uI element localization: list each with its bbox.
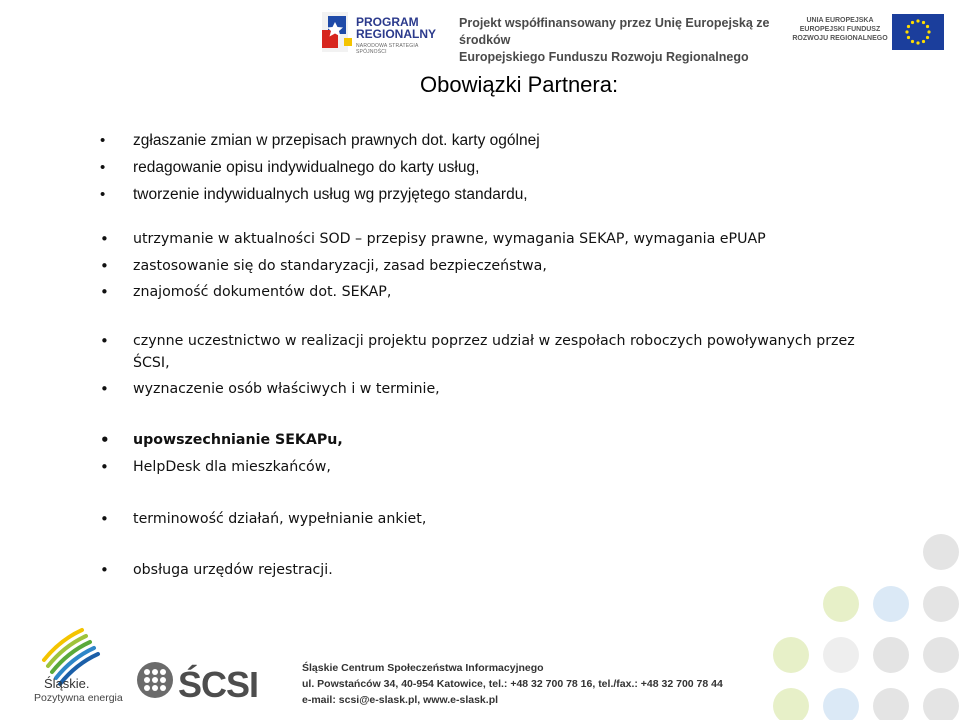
eu-line-1: UNIA EUROPEJSKA [806, 17, 874, 24]
contact-address: ul. Powstańców 34, 40-954 Katowice, tel.: +48 32 700 78 16, tel./fax.: +48 32 700 78 44 [302, 678, 723, 690]
list-item: • tworzenie indywidualnych usług wg przyjętego standardu, [100, 184, 890, 206]
program-title: PROGRAM REGIONALNY [356, 15, 437, 41]
list-item: • upowszechnianie SEKAPu, [100, 427, 890, 454]
slaskie-name: Śląskie. [44, 676, 90, 691]
list-item: • zgłaszanie zmian w przepisach prawnych dot. karty ogólnej [100, 130, 890, 152]
project-line-2: Europejskiego Funduszu Rozwoju Regionalnego [459, 50, 749, 64]
slaskie-tagline: Pozytywna energia [34, 692, 123, 704]
list-item: • obsługa urzędów rejestracji. [100, 557, 890, 584]
list-item: • znajomość dokumentów dot. SEKAP, [100, 279, 890, 306]
contact-org: Śląskie Centrum Społeczeństwa Informacyjnego [302, 662, 544, 674]
list-item: • czynne uczestnictwo w realizacji projektu poprzez udział w zespołach roboczych powoływanych przez ŚCSI, [100, 330, 890, 374]
project-line-1: Projekt współfinansowany przez Unię Europejską ze środków [459, 16, 770, 47]
contact-email: e-mail: scsi@e-slask.pl, www.e-slask.pl [302, 694, 499, 706]
list-item: • zastosowanie się do standaryzacji, zasad bezpieczeństwa, [100, 253, 890, 280]
list-item: • HelpDesk dla mieszkańców, [100, 454, 890, 481]
list-item: • utrzymanie w aktualności SOD – przepisy prawne, wymagania SEKAP, wymagania ePUAP [100, 226, 890, 253]
program-subtitle: NARODOWA STRATEGIA SPÓJNOŚCI [356, 43, 419, 55]
list-item: • redagowanie opisu indywidualnego do karty usług, [100, 157, 890, 179]
contact-block [302, 660, 723, 708]
list-item: • wyznaczenie osób właściwych i w terminie, [100, 376, 890, 403]
page-title: Obowiązki Partnera: [420, 72, 619, 97]
list-item: • terminowość działań, wypełnianie ankiet, [100, 506, 890, 533]
scsi-mark-icon [135, 660, 175, 700]
eu-line-2: EUROPEJSKI FUNDUSZ [799, 26, 881, 33]
scsi-logo-text: ŚCSI [178, 664, 259, 705]
eu-line-3: ROZWOJU REGIONALNEGO [792, 35, 888, 42]
